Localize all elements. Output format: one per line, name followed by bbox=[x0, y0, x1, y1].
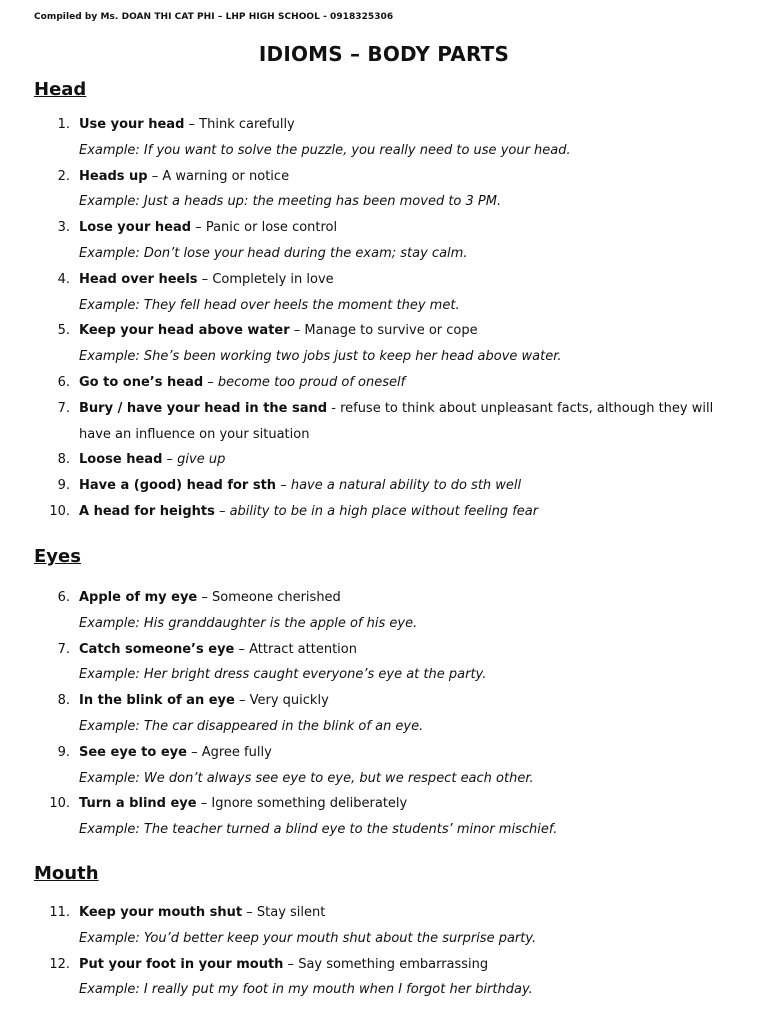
item-number: 8. bbox=[57, 452, 70, 468]
separator-dash: – bbox=[214, 503, 230, 519]
separator-dash: – bbox=[186, 744, 202, 760]
idiom-definition: Say something embarrassing bbox=[298, 956, 489, 972]
idiom-definition: Manage to survive or cope bbox=[304, 323, 478, 339]
idiom-term: Keep your mouth shut bbox=[79, 905, 243, 920]
idiom-example: Example: If you want to solve the puzzle, you really need to use your head. bbox=[79, 142, 571, 158]
separator-dash: – bbox=[147, 168, 163, 184]
idiom-line bbox=[79, 740, 739, 766]
idiom-item bbox=[0, 267, 768, 319]
idiom-term: Bury / have your head in the sand bbox=[79, 400, 328, 416]
idiom-line bbox=[79, 791, 739, 817]
idiom-line bbox=[79, 952, 739, 978]
idiom-example: Example: We don’t always see eye to eye, but we respect each other. bbox=[79, 770, 534, 786]
separator-dash: – bbox=[234, 641, 250, 657]
idiom-line bbox=[79, 637, 739, 663]
idiom-example: Example: The car disappeared in the blink of an eye. bbox=[79, 718, 424, 734]
idiom-term: Catch someone’s eye bbox=[79, 641, 235, 657]
idiom-definition: become too proud of oneself bbox=[217, 374, 406, 390]
idiom-line bbox=[79, 267, 739, 293]
idiom-example: Example: She’s been working two jobs just to keep her head above water. bbox=[79, 349, 562, 365]
idiom-example: Example: You’d better keep your mouth shut about the surprise party. bbox=[79, 930, 537, 946]
idiom-item bbox=[0, 637, 768, 689]
separator-dash: – bbox=[203, 374, 218, 390]
separator-dash: – bbox=[242, 905, 257, 920]
separator-dash: – bbox=[191, 220, 206, 236]
idiom-definition: give up bbox=[177, 452, 226, 468]
item-number: 10. bbox=[49, 503, 70, 519]
idiom-definition: Attract attention bbox=[249, 641, 357, 657]
idiom-example: Example: His granddaughter is the apple of his eye. bbox=[79, 615, 418, 631]
item-number: 3. bbox=[57, 220, 70, 236]
idiom-definition: have a natural ability to do sth well bbox=[290, 478, 522, 494]
idiom-list-mouth bbox=[0, 900, 768, 1003]
section-heading-eyes: Eyes bbox=[34, 546, 81, 567]
idiom-term: Apple of my eye bbox=[79, 590, 198, 605]
idiom-list-head bbox=[0, 112, 768, 525]
idiom-line bbox=[79, 499, 739, 525]
idiom-example: Example: Her bright dress caught everyone’s eye at the party. bbox=[79, 667, 487, 683]
idiom-definition: Someone cherished bbox=[212, 590, 341, 605]
item-number: 9. bbox=[57, 478, 70, 494]
idiom-line bbox=[79, 585, 739, 611]
idiom-example: Example: Don’t lose your head during the exam; stay calm. bbox=[79, 245, 468, 261]
idiom-line bbox=[79, 473, 739, 499]
idiom-example: Example: Just a heads up: the meeting has been moved to 3 PM. bbox=[79, 194, 502, 210]
separator-dash: – bbox=[162, 452, 178, 468]
idiom-term: Head over heels bbox=[79, 271, 198, 287]
item-number: 6. bbox=[57, 590, 70, 605]
idiom-example: Example: I really put my foot in my mouth when I forgot her birthday. bbox=[79, 982, 533, 998]
idiom-line bbox=[79, 447, 739, 473]
idiom-term: Go to one’s head bbox=[79, 374, 204, 390]
idiom-term: Heads up bbox=[79, 168, 148, 184]
separator-dash: - bbox=[327, 400, 341, 416]
separator-dash: – bbox=[289, 323, 305, 339]
idiom-item bbox=[0, 585, 768, 637]
section-heading-head: Head bbox=[34, 79, 87, 100]
idiom-line bbox=[79, 370, 739, 396]
idiom-line bbox=[79, 112, 739, 138]
idiom-term: See eye to eye bbox=[79, 744, 187, 760]
item-number: 1. bbox=[57, 117, 70, 132]
item-number: 10. bbox=[49, 796, 70, 812]
idiom-item bbox=[0, 952, 768, 1004]
idiom-term: Have a (good) head for sth bbox=[79, 478, 277, 494]
idiom-item bbox=[0, 215, 768, 267]
item-number: 5. bbox=[57, 323, 70, 339]
item-number: 11. bbox=[49, 905, 70, 920]
separator-dash: – bbox=[197, 590, 213, 605]
idiom-line bbox=[79, 215, 739, 241]
idiom-line bbox=[79, 900, 739, 926]
idiom-definition: Agree fully bbox=[201, 744, 272, 760]
separator-dash: – bbox=[234, 693, 250, 709]
separator-dash: – bbox=[184, 117, 200, 132]
idiom-definition: Stay silent bbox=[256, 905, 326, 920]
idiom-item bbox=[0, 473, 768, 499]
idiom-definition: A warning or notice bbox=[162, 168, 290, 184]
idiom-term: Keep your head above water bbox=[79, 323, 290, 339]
idiom-item bbox=[0, 499, 768, 525]
idiom-term: A head for heights bbox=[79, 503, 215, 519]
item-number: 4. bbox=[57, 271, 70, 287]
item-number: 12. bbox=[49, 956, 70, 972]
item-number: 9. bbox=[57, 744, 70, 760]
item-number: 2. bbox=[57, 168, 70, 184]
idiom-list-eyes bbox=[0, 585, 768, 843]
idiom-definition: ability to be in a high place without feeling fear bbox=[229, 503, 539, 519]
separator-dash: – bbox=[196, 796, 212, 812]
idiom-item bbox=[0, 370, 768, 396]
idiom-definition: Completely in love bbox=[212, 271, 334, 287]
separator-dash: – bbox=[197, 271, 213, 287]
idiom-term: Lose your head bbox=[79, 220, 192, 236]
item-number: 6. bbox=[57, 374, 70, 390]
idiom-line bbox=[79, 318, 739, 344]
idiom-item bbox=[0, 447, 768, 473]
idiom-item bbox=[0, 900, 768, 952]
idiom-line bbox=[79, 164, 739, 190]
idiom-item bbox=[0, 688, 768, 740]
item-number: 7. bbox=[57, 400, 70, 416]
idiom-definition: Panic or lose control bbox=[205, 220, 338, 236]
idiom-item bbox=[0, 740, 768, 792]
section-heading-mouth: Mouth bbox=[34, 863, 99, 884]
idiom-example: Example: They fell head over heels the moment they met. bbox=[79, 297, 460, 313]
separator-dash: – bbox=[283, 956, 299, 972]
idiom-definition: refuse to think about unpleasant facts, although they will have an influence on your situation bbox=[79, 400, 714, 442]
idiom-line bbox=[79, 688, 739, 714]
idiom-definition: Think carefully bbox=[199, 117, 295, 132]
idiom-item bbox=[0, 318, 768, 370]
separator-dash: – bbox=[276, 478, 291, 494]
idiom-item bbox=[0, 112, 768, 164]
idiom-term: Use your head bbox=[79, 117, 185, 132]
idiom-example: Example: The teacher turned a blind eye to the students’ minor mischief. bbox=[79, 822, 558, 838]
item-number: 8. bbox=[57, 693, 70, 709]
idiom-term: Loose head bbox=[79, 452, 163, 468]
idiom-term: In the blink of an eye bbox=[79, 693, 235, 709]
idiom-item bbox=[0, 396, 768, 448]
idiom-term: Turn a blind eye bbox=[79, 796, 197, 812]
idiom-item bbox=[0, 791, 768, 843]
idiom-definition: Very quickly bbox=[249, 693, 329, 709]
document-title: IDIOMS – BODY PARTS bbox=[258, 42, 510, 66]
idiom-term: Put your foot in your mouth bbox=[79, 956, 284, 972]
idiom-item bbox=[0, 164, 768, 216]
item-number: 7. bbox=[57, 641, 70, 657]
idiom-definition: Ignore something deliberately bbox=[211, 796, 408, 812]
compiled-by-line: Compiled by Ms. DOAN THI CAT PHI – LHP HIGH SCHOOL - 0918325306 bbox=[34, 12, 394, 22]
idiom-line bbox=[79, 396, 739, 448]
